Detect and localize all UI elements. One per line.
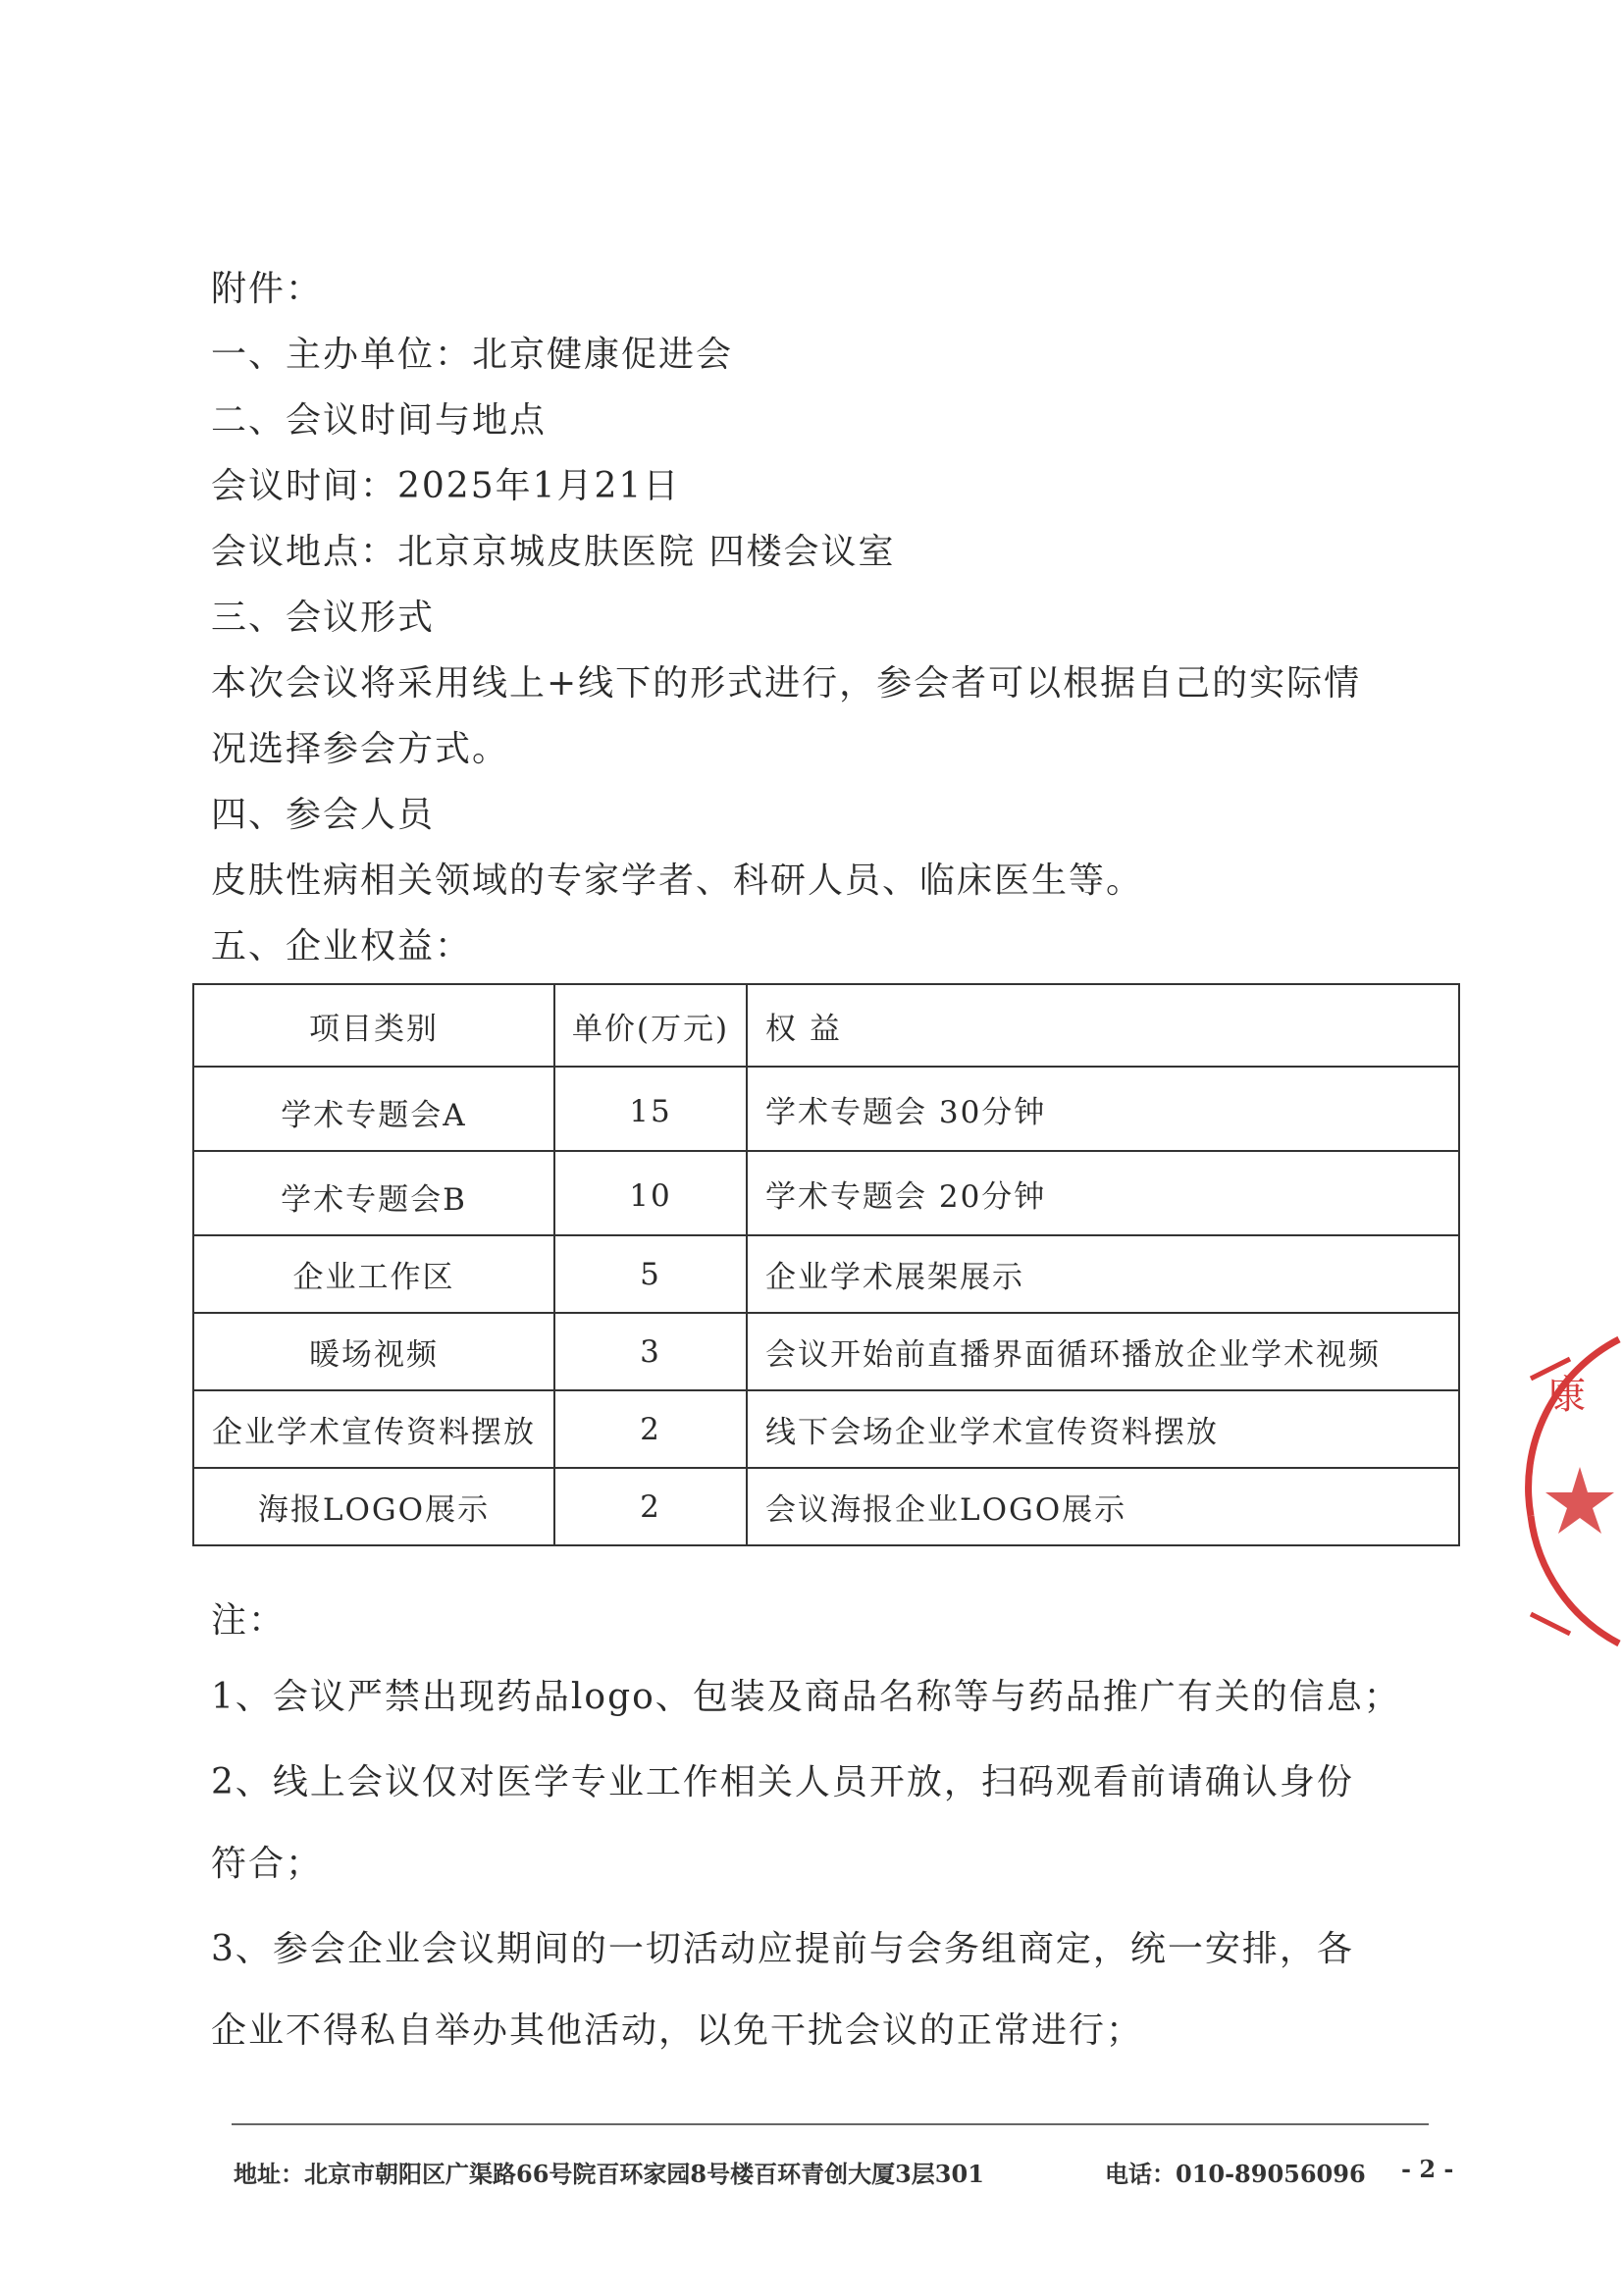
cell-item: 学术专题会A bbox=[193, 1067, 554, 1151]
note-1: 1、会议严禁出现药品logo、包装及商品名称等与药品推广有关的信息； bbox=[211, 1677, 1401, 1717]
section-organizer: 一、主办单位：北京健康促进会 bbox=[211, 335, 734, 375]
cell-price: 3 bbox=[554, 1313, 747, 1390]
cell-benefit: 线下会场企业学术宣传资料摆放 bbox=[747, 1390, 1459, 1468]
official-seal-stamp bbox=[1511, 1320, 1623, 1653]
seal-star-icon bbox=[1545, 1467, 1614, 1534]
cell-item: 学术专题会B bbox=[193, 1151, 554, 1235]
table-header-row bbox=[193, 984, 1459, 1067]
cell-item: 海报LOGO展示 bbox=[193, 1468, 554, 1545]
note-3-line1: 3、参会企业会议期间的一切活动应提前与会务组商定，统一安排，各 bbox=[211, 1929, 1354, 1969]
table-row bbox=[193, 1313, 1459, 1390]
cell-item: 企业工作区 bbox=[193, 1235, 554, 1313]
seal-ring-bottom bbox=[1531, 1516, 1619, 1644]
cell-benefit: 会议开始前直播界面循环播放企业学术视频 bbox=[747, 1313, 1459, 1390]
note-3-line2: 企业不得私自举办其他活动，以免干扰会议的正常进行； bbox=[211, 2010, 1144, 2051]
cell-price: 2 bbox=[554, 1468, 747, 1545]
section-format-heading: 三、会议形式 bbox=[211, 598, 436, 638]
meeting-time: 会议时间：2025年1月21日 bbox=[211, 466, 681, 506]
table-row bbox=[193, 1151, 1459, 1235]
benefits-table bbox=[192, 983, 1460, 1546]
cell-price: 10 bbox=[554, 1151, 747, 1235]
section-benefits-heading: 五、企业权益： bbox=[211, 926, 473, 966]
table-row bbox=[193, 1390, 1459, 1468]
note-2-line2: 符合； bbox=[211, 1844, 324, 1884]
footer-page-number: - 2 - bbox=[1401, 2155, 1454, 2183]
section-attendees-heading: 四、参会人员 bbox=[211, 795, 436, 835]
header-benefit: 权 益 bbox=[747, 984, 1459, 1067]
cell-price: 2 bbox=[554, 1390, 747, 1468]
cell-benefit: 学术专题会 20分钟 bbox=[747, 1151, 1459, 1235]
note-2-line1: 2、线上会议仅对医学专业工作相关人员开放，扫码观看前请确认身份 bbox=[211, 1762, 1354, 1802]
attendees-text: 皮肤性病相关领域的专家学者、科研人员、临床医生等。 bbox=[211, 861, 1144, 901]
cell-price: 5 bbox=[554, 1235, 747, 1313]
cell-benefit: 会议海报企业LOGO展示 bbox=[747, 1468, 1459, 1545]
footer-divider bbox=[232, 2123, 1429, 2125]
header-item: 项目类别 bbox=[193, 984, 554, 1067]
cell-price: 15 bbox=[554, 1067, 747, 1151]
cell-benefit: 企业学术展架展示 bbox=[747, 1235, 1459, 1313]
format-text-line2: 况选择参会方式。 bbox=[211, 729, 510, 769]
cell-item: 企业学术宣传资料摆放 bbox=[193, 1390, 554, 1468]
header-price: 单价(万元) bbox=[554, 984, 747, 1067]
format-text-line1: 本次会议将采用线上+线下的形式进行，参会者可以根据自己的实际情 bbox=[211, 663, 1362, 704]
seal-char: 康 bbox=[1546, 1373, 1586, 1418]
cell-item: 暖场视频 bbox=[193, 1313, 554, 1390]
section-time-place-heading: 二、会议时间与地点 bbox=[211, 400, 548, 441]
attachment-label: 附件： bbox=[211, 269, 324, 309]
meeting-place: 会议地点：北京京城皮肤医院 四楼会议室 bbox=[211, 532, 896, 572]
table-row bbox=[193, 1468, 1459, 1545]
cell-benefit: 学术专题会 30分钟 bbox=[747, 1067, 1459, 1151]
notes-label: 注： bbox=[211, 1600, 287, 1641]
footer-phone: 电话：010-89056096 bbox=[1105, 2160, 1366, 2188]
footer-address: 地址：北京市朝阳区广渠路66号院百环家园8号楼百环青创大厦3层301 bbox=[234, 2160, 984, 2188]
table-row bbox=[193, 1235, 1459, 1313]
table-row bbox=[193, 1067, 1459, 1151]
